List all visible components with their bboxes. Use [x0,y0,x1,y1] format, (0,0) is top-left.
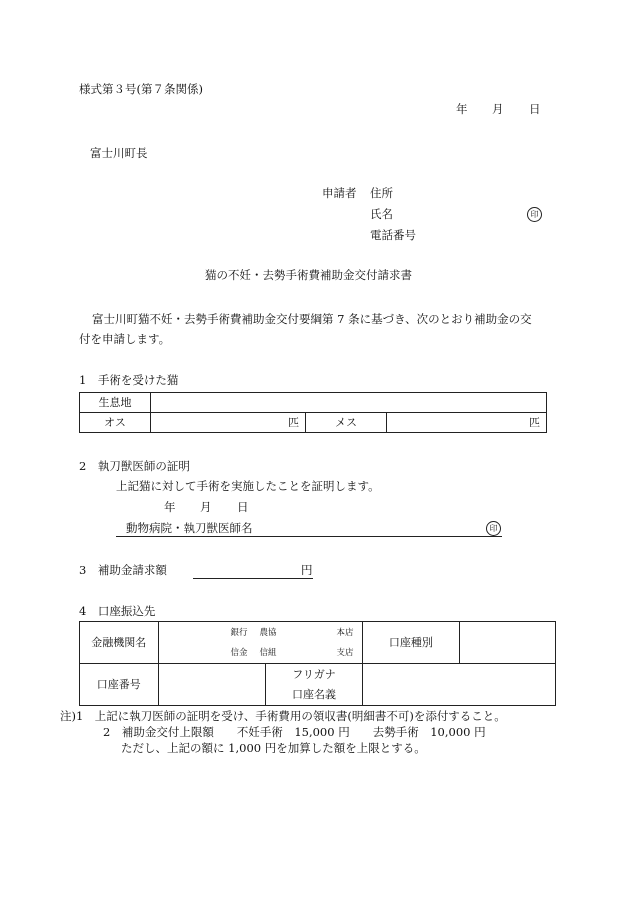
intro-line-2: 付を申請します。 [79,332,171,346]
amount-unit: 円 [301,563,313,577]
applicant-name-label: 氏名 [370,207,393,221]
female-unit: 匹 [529,416,540,429]
account-number-field[interactable] [158,664,265,706]
account-holder-label: 口座名義 [292,687,336,701]
institution-field[interactable] [158,622,363,664]
form-number: 様式第３号(第７条関係) [79,82,203,96]
agri-option: 農協 [259,628,277,638]
vet-name-label: 動物病院・執刀獣医師名 [126,521,253,535]
bank-option: 銀行 [230,628,248,638]
section1-heading: 1 手術を受けた猫 [79,373,179,387]
holder-labels [265,664,362,706]
vet-statement: 上記猫に対して手術を実施したことを証明します。 [116,479,380,493]
applicant-seal-icon: 印 [527,207,542,222]
account-number-label: 口座番号 [80,664,159,706]
account-type-label: 口座種別 [363,622,459,664]
section3-heading: 3 補助金請求額 [79,563,167,577]
habitat-field[interactable] [151,393,547,413]
vet-name-underline[interactable] [116,536,502,537]
furigana-label: フリガナ [292,667,336,681]
account-table [79,621,556,706]
branch-option: 支店 [336,648,354,658]
account-holder-field[interactable] [363,664,556,706]
head-office-option: 本店 [336,628,354,638]
date-year: 年 [456,102,468,116]
applicant-label: 申請者 [322,186,357,200]
addressee: 富士川町長 [90,146,148,160]
date-day: 日 [529,102,541,116]
note-3: ただし、上記の額に 1,000 円を加算した額を上限とする。 [121,741,426,755]
date-month: 月 [492,102,504,116]
vet-date-year: 年 [164,500,176,514]
male-count-field[interactable] [151,413,306,433]
section2-heading: 2 執刀獣医師の証明 [79,459,190,473]
vet-seal-icon: 印 [486,521,501,536]
applicant-phone-label: 電話番号 [370,228,416,242]
section4-heading: 4 口座振込先 [79,604,156,618]
vet-date-day: 日 [237,500,249,514]
note-1: 注)1 上記に執刀医師の証明を受け、手術費用の領収書(明細書不可)を添付すること。 [60,709,506,723]
female-label: メス [306,413,387,433]
applicant-address-label: 住所 [370,186,393,200]
shinkin-option: 信金 [230,648,248,658]
note-2: 2 補助金交付上限額 不妊手術 15,000 円 去勢手術 10,000 円 [103,725,486,739]
male-unit: 匹 [288,416,299,429]
shinkumi-option: 信組 [259,648,277,658]
habitat-label: 生息地 [80,393,151,413]
document-title: 猫の不妊・去勢手術費補助金交付請求書 [205,268,412,282]
intro-line-1: 富士川町猫不妊・去勢手術費補助金交付要綱第 7 条に基づき、次のとおり補助金の交 [92,312,532,326]
institution-label: 金融機関名 [80,622,159,664]
female-count-field[interactable] [387,413,547,433]
account-type-field[interactable] [459,622,555,664]
amount-underline[interactable] [193,578,313,579]
male-label: オス [80,413,151,433]
cat-table [79,392,547,433]
vet-date-month: 月 [200,500,212,514]
